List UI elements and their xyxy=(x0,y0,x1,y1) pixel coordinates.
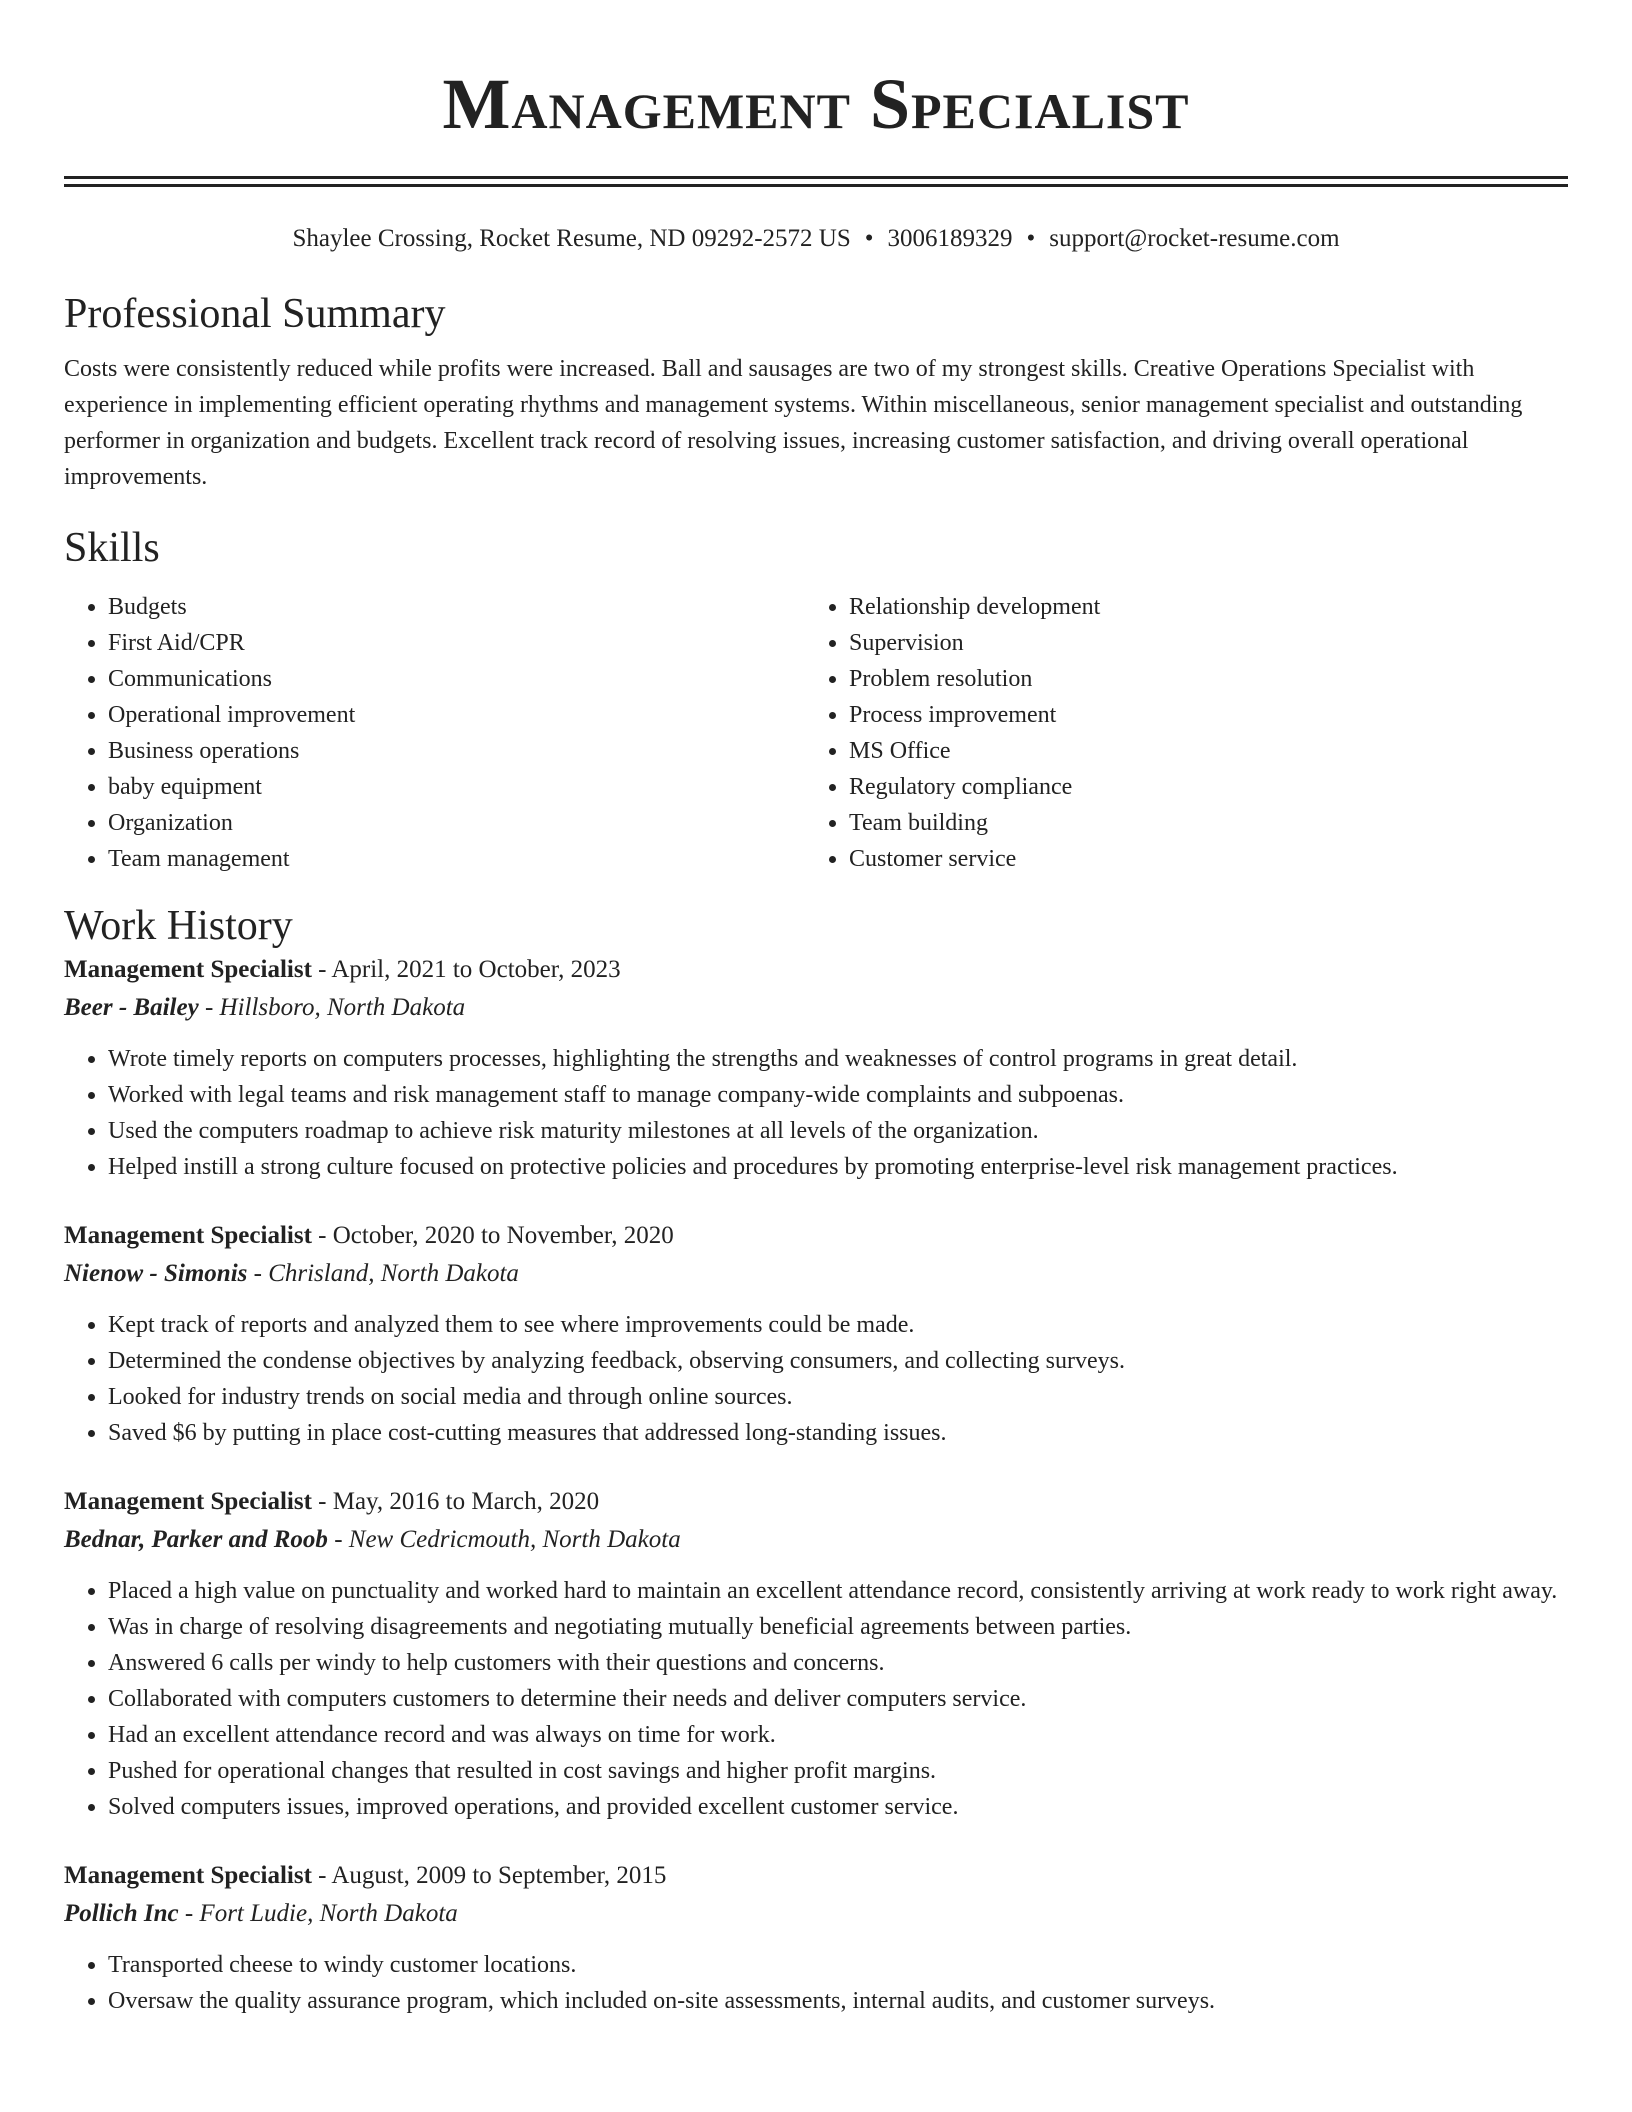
job-company: Bednar, Parker and Roob xyxy=(64,1526,328,1553)
job-dates: October, 2020 to November, 2020 xyxy=(332,1222,674,1249)
skill-item: • baby equipment xyxy=(108,769,805,805)
skills-column-right xyxy=(805,589,1546,877)
job-bullet: • Answered 6 calls per windy to help customers with their questions and concerns. xyxy=(108,1645,1568,1681)
skill-item: • Regulatory compliance xyxy=(849,769,1546,805)
job-location: Chrisland, North Dakota xyxy=(268,1260,519,1287)
job-bullet: • Looked for industry trends on social media and through online sources. xyxy=(108,1379,1568,1415)
header-double-rule xyxy=(64,176,1568,187)
skill-item: • Team building xyxy=(849,805,1546,841)
skill-item: • Team management xyxy=(108,841,805,877)
job-company: Nienow - Simonis xyxy=(64,1260,248,1287)
job-bullet: • Collaborated with computers customers to determine their needs and deliver computers service. xyxy=(108,1681,1568,1717)
job-bullet: • Had an excellent attendance record and was always on time for work. xyxy=(108,1717,1568,1753)
job-bullets xyxy=(64,1947,1568,2019)
job-location: Hillsboro, North Dakota xyxy=(219,994,466,1021)
skill-item: • Operational improvement xyxy=(108,697,805,733)
job-location: Fort Ludie, North Dakota xyxy=(199,1900,458,1927)
contact-separator: • xyxy=(864,225,874,252)
summary-heading: Professional Summary xyxy=(64,291,446,337)
job-bullet: • Solved computers issues, improved operations, and provided excellent customer service. xyxy=(108,1789,1568,1825)
skill-item: • Relationship development xyxy=(849,589,1546,625)
job-bullet: • Oversaw the quality assurance program, which included on-site assessments, internal audits, and customer surveys. xyxy=(108,1983,1568,2019)
job-company-line: Bednar, Parker and Roob - New Cedricmouth, North Dakota xyxy=(64,1526,681,1553)
skills-heading: Skills xyxy=(64,525,160,571)
job-bullet: • Used the computers roadmap to achieve risk maturity milestones at all levels of the organization. xyxy=(108,1113,1568,1149)
job-bullet: • Wrote timely reports on computers processes, highlighting the strengths and weaknesses of control programs in great detail. xyxy=(108,1041,1568,1077)
job-company-line: Pollich Inc - Fort Ludie, North Dakota xyxy=(64,1900,458,1927)
job-bullet: • Placed a high value on punctuality and worked hard to maintain an excellent attendance record, consistently arriving at work ready to work right away. xyxy=(108,1573,1568,1609)
job-title-line: Management Specialist - May, 2016 to March, 2020 xyxy=(64,1488,600,1515)
job-entry xyxy=(64,1483,1568,1825)
job-title: Management Specialist xyxy=(64,1222,312,1249)
contact-address: Shaylee Crossing, Rocket Resume, ND 09292-2572 US xyxy=(292,225,851,252)
job-bullet: • Determined the condense objectives by analyzing feedback, observing consumers, and collecting surveys. xyxy=(108,1343,1568,1379)
skill-item: • Problem resolution xyxy=(849,661,1546,697)
job-title: Management Specialist xyxy=(64,1488,312,1515)
rule-line-top xyxy=(64,176,1568,179)
skill-item: • Process improvement xyxy=(849,697,1546,733)
job-company-line: Beer - Bailey - Hillsboro, North Dakota xyxy=(64,994,466,1021)
job-bullet: • Helped instill a strong culture focused on protective policies and procedures by promoting enterprise-level risk management practices. xyxy=(108,1149,1568,1185)
job-bullets xyxy=(64,1573,1568,1825)
job-dates: August, 2009 to September, 2015 xyxy=(331,1862,667,1889)
job-bullet: • Was in charge of resolving disagreements and negotiating mutually beneficial agreements between parties. xyxy=(108,1609,1568,1645)
contact-email: support@rocket-resume.com xyxy=(1049,225,1340,252)
skill-item: • Organization xyxy=(108,805,805,841)
job-company-line: Nienow - Simonis - Chrisland, North Dakota xyxy=(64,1260,519,1287)
job-title: Management Specialist xyxy=(64,956,312,983)
resume-page xyxy=(64,0,1568,2019)
job-title-line: Management Specialist - August, 2009 to September, 2015 xyxy=(64,1862,667,1889)
job-bullet: • Worked with legal teams and risk management staff to manage company-wide complaints and subpoenas. xyxy=(108,1077,1568,1113)
job-company: Beer - Bailey xyxy=(64,994,199,1021)
skill-item: • Customer service xyxy=(849,841,1546,877)
skill-item: • Business operations xyxy=(108,733,805,769)
job-dates: May, 2016 to March, 2020 xyxy=(332,1488,600,1515)
skill-item: • Communications xyxy=(108,661,805,697)
skill-item: • Budgets xyxy=(108,589,805,625)
job-bullet: • Pushed for operational changes that resulted in cost savings and higher profit margins. xyxy=(108,1753,1568,1789)
job-bullets xyxy=(64,1041,1568,1185)
job-entry xyxy=(64,951,1568,1185)
job-bullet: • Saved $6 by putting in place cost-cutting measures that addressed long-standing issues. xyxy=(108,1415,1568,1451)
summary-text: Costs were consistently reduced while profits were increased. Ball and sausages are two of my strongest skills. Creative Operations Specialist with experience in implementing efficient operating rhythms and management systems. Within miscellaneous, senior management specialist and outstanding performer in organization and budgets. Excellent track record of resolving issues, increasing customer satisfaction, and driving overall operational improvements. xyxy=(64,356,1523,490)
job-bullet: • Transported cheese to windy customer locations. xyxy=(108,1947,1568,1983)
job-location: New Cedricmouth, North Dakota xyxy=(348,1526,681,1553)
job-bullet: • Kept track of reports and analyzed them to see where improvements could be made. xyxy=(108,1307,1568,1343)
work-history-heading: Work History xyxy=(64,903,293,949)
job-title: Management Specialist xyxy=(64,1862,312,1889)
contact-phone: 3006189329 xyxy=(887,225,1013,252)
job-entry xyxy=(64,1857,1568,2019)
rule-line-bottom xyxy=(64,184,1568,187)
resume-name-heading: Management Specialist xyxy=(442,64,1190,144)
contact-separator: • xyxy=(1026,225,1036,252)
job-entry xyxy=(64,1217,1568,1451)
skill-item: • MS Office xyxy=(849,733,1546,769)
contact-line xyxy=(64,223,1568,255)
skill-item: • First Aid/CPR xyxy=(108,625,805,661)
job-bullets xyxy=(64,1307,1568,1451)
skills-list xyxy=(64,589,1568,877)
job-title-line: Management Specialist - October, 2020 to November, 2020 xyxy=(64,1222,674,1249)
job-company: Pollich Inc xyxy=(64,1900,179,1927)
skill-item: • Supervision xyxy=(849,625,1546,661)
skills-column-left xyxy=(64,589,805,877)
job-dates: April, 2021 to October, 2023 xyxy=(331,956,621,983)
job-title-line: Management Specialist - April, 2021 to October, 2023 xyxy=(64,956,621,983)
